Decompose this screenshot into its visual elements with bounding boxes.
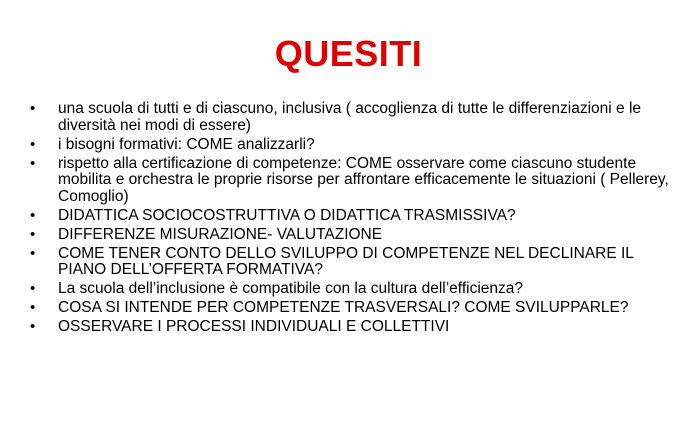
bullet-item xyxy=(30,227,680,244)
bullet-text: una scuola di tutti e di ciascuno, inclusiva ( accoglienza di tutte le differenziazioni e le diversità nei modi di essere) xyxy=(58,100,642,134)
bullet-item xyxy=(30,319,680,336)
bullet-item xyxy=(30,137,680,154)
bullet-list xyxy=(30,101,680,338)
bullet-item xyxy=(30,246,680,279)
bullet-dot-icon: • xyxy=(30,100,36,117)
bullet-dot-icon: • xyxy=(30,299,36,316)
bullet-dot-icon: • xyxy=(30,225,36,243)
bullet-text: COSA SI INTENDE PER COMPETENZE TRASVERSALI? COME SVILUPPARLE? xyxy=(58,299,629,316)
bullet-text: DIDATTICA SOCIOCOSTRUTTIVA O DIDATTICA TRASMISSIVA? xyxy=(58,206,516,224)
bullet-dot-icon: • xyxy=(30,280,36,297)
bullet-text: La scuola dell’inclusione è compatibile con la cultura dell’efficienza? xyxy=(58,280,523,297)
slide-title: QUESITI xyxy=(274,33,423,74)
bullet-dot-icon: • xyxy=(30,135,36,153)
bullet-item xyxy=(30,281,680,298)
bullet-text: DIFFERENZE MISURAZIONE- VALUTAZIONE xyxy=(58,225,383,243)
bullet-dot-icon: • xyxy=(30,318,36,335)
bullet-item xyxy=(30,300,680,317)
bullet-dot-icon: • xyxy=(30,244,36,262)
bullet-text: i bisogni formativi: COME analizzarli? xyxy=(58,135,315,153)
bullet-item xyxy=(30,208,680,225)
bullet-dot-icon: • xyxy=(30,206,36,224)
bullet-text: rispetto alla certificazione di competenze: COME osservare come ciascuno studente mobilita e orchestra le proprie risorse per affrontare efficacemente le situazioni ( Pellerey, Comoglio) xyxy=(58,154,669,205)
bullet-item xyxy=(30,101,680,134)
bullet-text: OSSERVARE I PROCESSI INDIVIDUALI E COLLETTIVI xyxy=(58,318,450,335)
bullet-text: COME TENER CONTO DELLO SVILUPPO DI COMPETENZE NEL DECLINARE IL PIANO DELL’OFFERTA FORMATIVA? xyxy=(58,244,634,278)
bullet-item xyxy=(30,156,680,206)
bullet-dot-icon: • xyxy=(30,154,36,172)
